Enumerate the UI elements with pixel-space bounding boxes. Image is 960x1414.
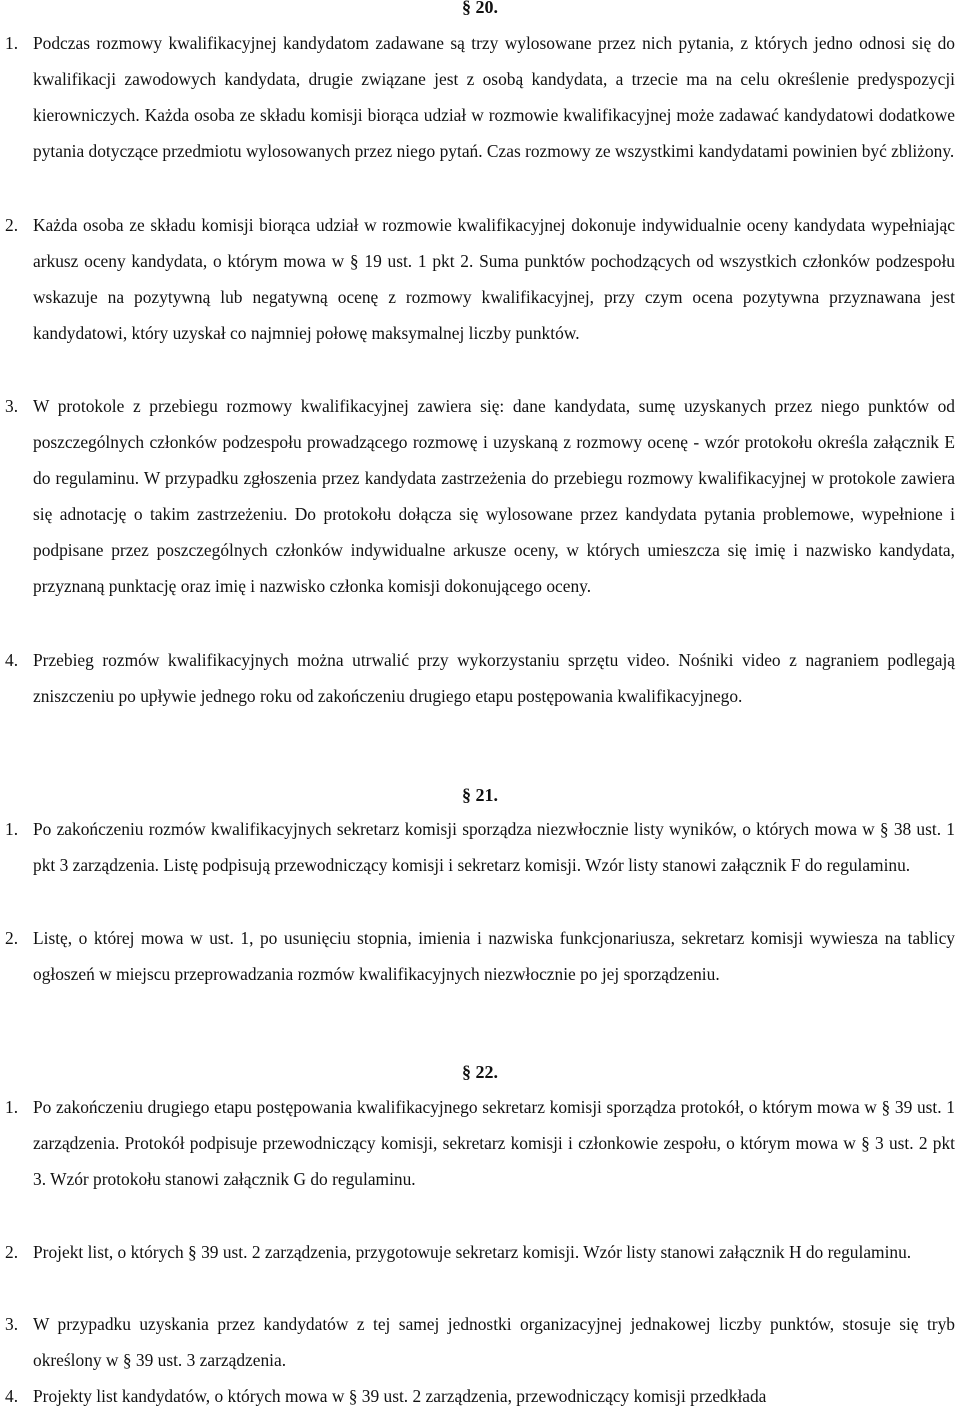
paragraph-text: Podczas rozmowy kwalifikacyjnej kandydatom zadawane są trzy wylosowane przez nich pytania, z których jedno odnosi się do kwalifikacji zawodowych kandydata, drugie związane jest z osobą kandydata, a trzecie ma na celu określenie predyspozycji kierowniczych. Każda osoba ze składu komisji biorąca udział w rozmowie kwalifikacyjnej może zadawać kandydatowi dodatkowe pytania dotyczące przedmiotu wylosowanych przez niego pytań. Czas rozmowy ze wszystkimi kandydatami powinien być zbliżony. bbox=[33, 33, 955, 161]
section-21-heading: § 21. bbox=[462, 785, 498, 805]
section-22-heading: § 22. bbox=[462, 1062, 498, 1082]
paragraph-number: 2. bbox=[5, 215, 19, 235]
paragraph-number: 2. bbox=[5, 928, 19, 948]
paragraph-number: 1. bbox=[5, 819, 19, 839]
section-20-heading: § 20. bbox=[462, 0, 498, 17]
paragraph-text: W przypadku uzyskania przez kandydatów z tej samej jednostki organizacyjnej jednakowej liczby punktów, stosuje się tryb określony w § 39 ust. 3 zarządzenia. bbox=[33, 1314, 955, 1370]
paragraph-number: 2. bbox=[5, 1242, 19, 1262]
paragraph-number: 3. bbox=[5, 1314, 19, 1334]
paragraph-number: 3. bbox=[5, 396, 19, 416]
paragraph-text: Projekt list, o których § 39 ust. 2 zarządzenia, przygotowuje sekretarz komisji. Wzór listy stanowi załącznik H do regulaminu. bbox=[33, 1242, 912, 1262]
paragraph-text: Po zakończeniu rozmów kwalifikacyjnych sekretarz komisji sporządza niezwłocznie listy wyników, o których mowa w § 38 ust. 1 pkt 3 zarządzenia. Listę podpisują przewodniczący komisji i sekretarz komisji. Wzór listy stanowi załącznik F do regulaminu. bbox=[33, 819, 955, 875]
paragraph-number: 4. bbox=[5, 650, 19, 670]
paragraph-text: Po zakończeniu drugiego etapu postępowania kwalifikacyjnego sekretarz komisji sporządza protokół, o którym mowa w § 39 ust. 1 zarządzenia. Protokół podpisuje przewodniczący komisji, sekretarz komisji i członkowie zespołu, o którym mowa w § 3 ust. 2 pkt 3. Wzór protokołu stanowi załącznik G do regulaminu. bbox=[33, 1097, 955, 1189]
paragraph-number: 1. bbox=[5, 1097, 19, 1117]
paragraph-text: Każda osoba ze składu komisji biorąca udział w rozmowie kwalifikacyjnej dokonuje indywidualnie oceny kandydata wypełniając arkusz oceny kandydata, o którym mowa w § 19 ust. 1 pkt 2. Suma punktów pochodzących od wszystkich członków podzespołu wskazuje na pozytywną lub negatywną ocenę z rozmowy kwalifikacyjnej, przy czym ocena pozytywna przyznawana jest kandydatowi, który uzyskał co najmniej połowę maksymalnej liczby punktów. bbox=[33, 215, 955, 343]
paragraph-number: 1. bbox=[5, 33, 19, 53]
paragraph-text: Projekty list kandydatów, o których mowa w § 39 ust. 2 zarządzenia, przewodniczący komisji przedkłada bbox=[33, 1386, 767, 1406]
paragraph-text: Listę, o której mowa w ust. 1, po usunięciu stopnia, imienia i nazwiska funkcjonariusza, sekretarz komisji wywiesza na tablicy ogłoszeń w miejscu przeprowadzania rozmów kwalifikacyjnych niezwłocznie po jej sporządzeniu. bbox=[33, 928, 955, 984]
paragraph-number: 4. bbox=[5, 1386, 19, 1406]
paragraph-text: Przebieg rozmów kwalifikacyjnych można utrwalić przy wykorzystaniu sprzętu video. Nośniki video z nagraniem podlegają zniszczeniu po upływie jednego roku od zakończeniu drugiego etapu postępowania kwalifikacyjnego. bbox=[33, 650, 955, 706]
paragraph-text: W protokole z przebiegu rozmowy kwalifikacyjnej zawiera się: dane kandydata, sumę uzyskanych przez niego punktów od poszczególnych członków podzespołu prowadzącego rozmowę i uzyskaną z rozmowy ocenę - wzór protokołu określa załącznik E do regulaminu. W przypadku zgłoszenia przez kandydata zastrzeżenia do przebiegu rozmowy kwalifikacyjnej w protokole zawiera się adnotację o takim zastrzeżeniu. Do protokołu dołącza się wylosowane przez kandydata pytania problemowe, wypełnione i podpisane przez poszczególnych członków indywidualne arkusze oceny, w których umieszcza się imię i nazwisko kandydata, przyznaną punktację oraz imię i nazwisko członka komisji dokonującego oceny. bbox=[33, 396, 955, 596]
